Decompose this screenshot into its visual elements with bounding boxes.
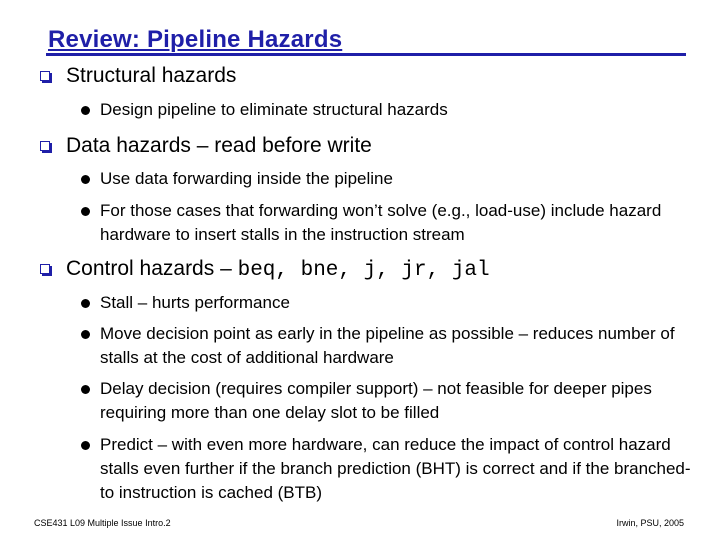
bullet-item xyxy=(100,322,700,370)
instruction-list-code: beq, bne, j, jr, jal xyxy=(237,259,490,282)
round-bullet-icon xyxy=(81,175,90,184)
round-bullet-icon xyxy=(81,385,90,394)
slide-title: Review: Pipeline Hazards xyxy=(48,26,343,53)
bullet-text: Predict – with even more hardware, can reduce the impact of control hazard stalls even further if the branch prediction (BHT) is correct and if the branched-to instruction is cached (BTB) xyxy=(100,435,691,502)
section-heading-text: Data hazards – read before write xyxy=(66,134,372,157)
round-bullet-icon xyxy=(81,106,90,115)
round-bullet-icon xyxy=(81,207,90,216)
bullet-item xyxy=(100,291,700,315)
square-bullet-icon xyxy=(40,264,50,274)
bullet-text: Stall – hurts performance xyxy=(100,293,290,312)
footer-course: CSE431 L09 Multiple Issue Intro.2 xyxy=(34,518,171,528)
footer-author: Irwin, PSU, 2005 xyxy=(616,518,684,528)
bullet-item xyxy=(100,199,700,247)
bullet-item xyxy=(100,98,700,122)
bullet-item xyxy=(100,433,700,505)
bullet-text: Design pipeline to eliminate structural hazards xyxy=(100,100,448,119)
round-bullet-icon xyxy=(81,441,90,450)
section-heading xyxy=(66,64,236,88)
bullet-item xyxy=(100,167,700,191)
round-bullet-icon xyxy=(81,330,90,339)
square-bullet-icon xyxy=(40,141,50,151)
bullet-text: Use data forwarding inside the pipeline xyxy=(100,169,393,188)
bullet-text: Move decision point as early in the pipeline as possible – reduces number of stalls at the cost of additional hardware xyxy=(100,324,675,367)
section-heading-text: Structural hazards xyxy=(66,64,237,87)
section-heading xyxy=(66,257,490,283)
bullet-text: Delay decision (requires compiler support) – not feasible for deeper pipes requiring more than one delay slot to be filled xyxy=(100,379,652,422)
bullet-text: For those cases that forwarding won’t solve (e.g., load-use) include hazard hardware to insert stalls in the instruction stream xyxy=(100,201,662,244)
section-heading-text: Control hazards – xyxy=(66,257,238,280)
square-bullet-icon xyxy=(40,71,50,81)
bullet-item xyxy=(100,377,700,425)
title-underline xyxy=(46,53,686,56)
round-bullet-icon xyxy=(81,299,90,308)
section-heading xyxy=(66,134,372,158)
